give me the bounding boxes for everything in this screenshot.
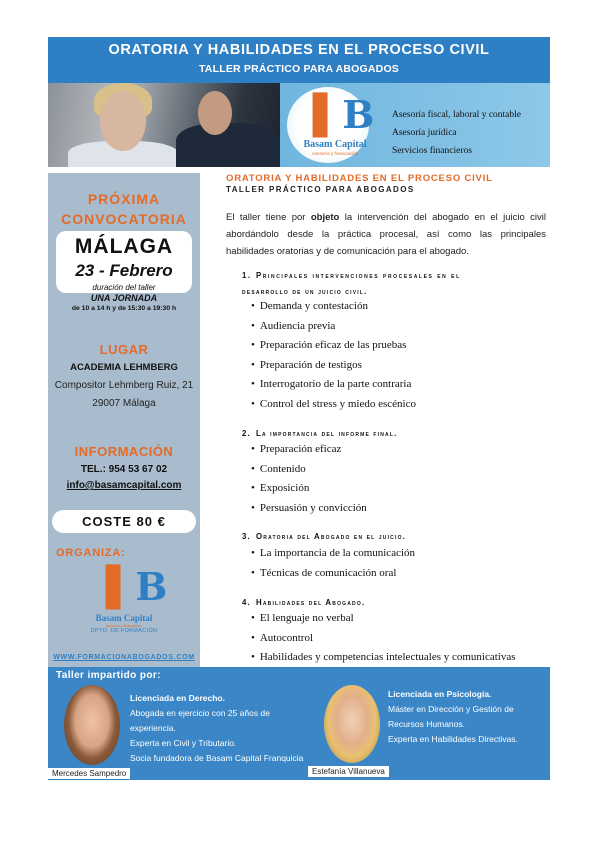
- header-bar: [48, 37, 550, 83]
- intro-text: El taller tiene por: [226, 212, 311, 223]
- proxima-line1: PRÓXIMA: [87, 191, 161, 207]
- schedule: de 10 a 14 h y de 15:30 a 19:30 h: [71, 305, 177, 312]
- section-heading-line: Oratoria del Abogado en el juicio.: [256, 532, 407, 541]
- list-item: • Contenido: [260, 460, 367, 480]
- bio-line: Socia fundadora de Basam Capital Franquicia: [130, 753, 304, 763]
- venue-name: ACADEMIA LEHMBERG: [70, 362, 178, 373]
- logo-tagline: Asesoría y financiación: [311, 151, 359, 156]
- list-item: • Interrogatorio de la parte contraria: [260, 375, 416, 395]
- intro-text: la intervención del abogado en el juicio civil abordándolo desde la práctica procesal, así como las principales habilidades oratorias y de comunicación para el abogado.: [226, 212, 546, 257]
- list-item: • Habilidades y competencias intelectuales y comunicativas: [260, 648, 516, 668]
- basam-logo: [287, 87, 375, 163]
- content-subtitle: TALLER PRÁCTICO PARA ABOGADOS: [226, 185, 415, 194]
- instructor2-bio: [388, 687, 548, 747]
- sidebar: [48, 173, 200, 667]
- section-heading-line: La importancia del informe final.: [256, 429, 398, 438]
- section-heading-line: Habilidades del Abogado.: [256, 598, 366, 607]
- bio-line: Experta en Habilidades Directivas.: [388, 734, 518, 744]
- section-number: 4.: [242, 598, 251, 607]
- proxima-convocatoria: [48, 189, 200, 229]
- website-link[interactable]: WWW.FORMACIONABOGADOS.COM: [53, 654, 195, 661]
- instructor2-degree: Licenciada en Psicología.: [388, 689, 492, 699]
- service-item: Servicios financieros: [392, 146, 472, 156]
- lugar-heading: LUGAR: [99, 342, 149, 357]
- list-item: • Autocontrol: [260, 629, 516, 649]
- intro-bold: objeto: [310, 212, 340, 223]
- section-heading-line: desarrollo de un juicio civil.: [242, 287, 368, 296]
- service-item: Asesoría fiscal, laboral y contable: [392, 110, 521, 120]
- organiza-label: ORGANIZA:: [56, 547, 126, 559]
- page-title: ORATORIA Y HABILIDADES EN EL PROCESO CIVIL: [108, 42, 490, 58]
- org-logo-tagline: Asesoría y financiación: [106, 624, 142, 628]
- bio-line: experiencia.: [130, 723, 176, 733]
- list-item: • Técnicas de comunicación oral: [260, 564, 415, 584]
- section-items: [260, 609, 516, 668]
- section-number: 2.: [242, 429, 251, 438]
- list-item: • Demanda y contestación: [260, 297, 416, 317]
- logo-panel: [280, 83, 550, 167]
- bio-line: Recursos Humanos.: [388, 719, 466, 729]
- basam-b-icon: ▌B: [106, 564, 168, 609]
- section-heading: [242, 429, 397, 438]
- list-item: • Audiencia previa: [260, 317, 416, 337]
- logo-name: Basam Capital: [303, 139, 367, 150]
- list-item: • Control del stress y miedo escénico: [260, 395, 416, 415]
- proxima-line2: CONVOCATORIA: [61, 211, 187, 227]
- event-date: 23 - Febrero: [75, 261, 173, 280]
- info-heading: INFORMACIÓN: [74, 444, 174, 459]
- list-item: • La importancia de la comunicación: [260, 544, 415, 564]
- list-item: • Preparación de testigos: [260, 356, 416, 376]
- bio-line: Máster en Dirección y Gestión de: [388, 704, 514, 714]
- section-heading: [242, 532, 406, 541]
- section-heading: [242, 271, 550, 296]
- instructor1-photo: [64, 685, 120, 765]
- section-items: [260, 544, 415, 583]
- instructor2-photo: [324, 685, 380, 763]
- org-logo-name: Basam Capital: [95, 613, 153, 623]
- banner: [48, 83, 550, 167]
- instructor2-name: Estefanía Villanueva: [308, 766, 389, 777]
- section-number: 3.: [242, 532, 251, 541]
- bio-line: Abogada en ejercicio con 25 años de: [130, 708, 270, 718]
- section-heading-line: Principales intervenciones procesales en el: [256, 271, 461, 280]
- duration-label: duración del taller: [92, 283, 156, 292]
- list-item: • Persuasión y convicción: [260, 499, 367, 519]
- address-line1: Compositor Lehmberg Ruiz, 21: [54, 380, 194, 391]
- instructors-footer: [48, 667, 550, 780]
- duration-value: UNA JORNADA: [90, 293, 158, 303]
- instructor1-name: Mercedes Sampedro: [48, 768, 130, 779]
- city: MÁLAGA: [74, 235, 174, 258]
- section-items: [260, 297, 416, 415]
- bio-line: Experta en Civil y Tributario.: [130, 738, 237, 748]
- phone: TEL.: 954 53 67 02: [80, 464, 168, 475]
- section-number: 1.: [242, 271, 252, 280]
- instructor1-bio: [130, 691, 320, 766]
- content-title: ORATORIA Y HABILIDADES EN EL PROCESO CIVIL: [226, 173, 493, 184]
- address-line2: 29007 Málaga: [92, 398, 156, 409]
- org-dept: DPTO. DE FORMACIÓN: [90, 628, 158, 634]
- banner-photo: [48, 83, 280, 167]
- services-list: [392, 106, 521, 160]
- instructor1-degree: Licenciada en Derecho.: [130, 693, 225, 703]
- list-item: • Preparación eficaz: [260, 440, 367, 460]
- list-item: • Preparación eficaz de las pruebas: [260, 336, 416, 356]
- service-item: Asesoría jurídica: [392, 128, 457, 138]
- page-subtitle: TALLER PRÁCTICO PARA ABOGADOS: [198, 63, 400, 75]
- basam-b-icon: ▌B: [313, 92, 375, 137]
- email-link[interactable]: info@basamcapital.com: [66, 480, 182, 491]
- list-item: • Exposición: [260, 479, 367, 499]
- cost-badge: COSTE 80 €: [52, 510, 196, 533]
- intro-paragraph: [226, 209, 546, 260]
- section-items: [260, 440, 367, 518]
- section-heading: [242, 598, 365, 607]
- list-item: • El lenguaje no verbal: [260, 609, 516, 629]
- footer-title: Taller impartido por:: [56, 670, 161, 681]
- organizer-logo: [86, 564, 168, 638]
